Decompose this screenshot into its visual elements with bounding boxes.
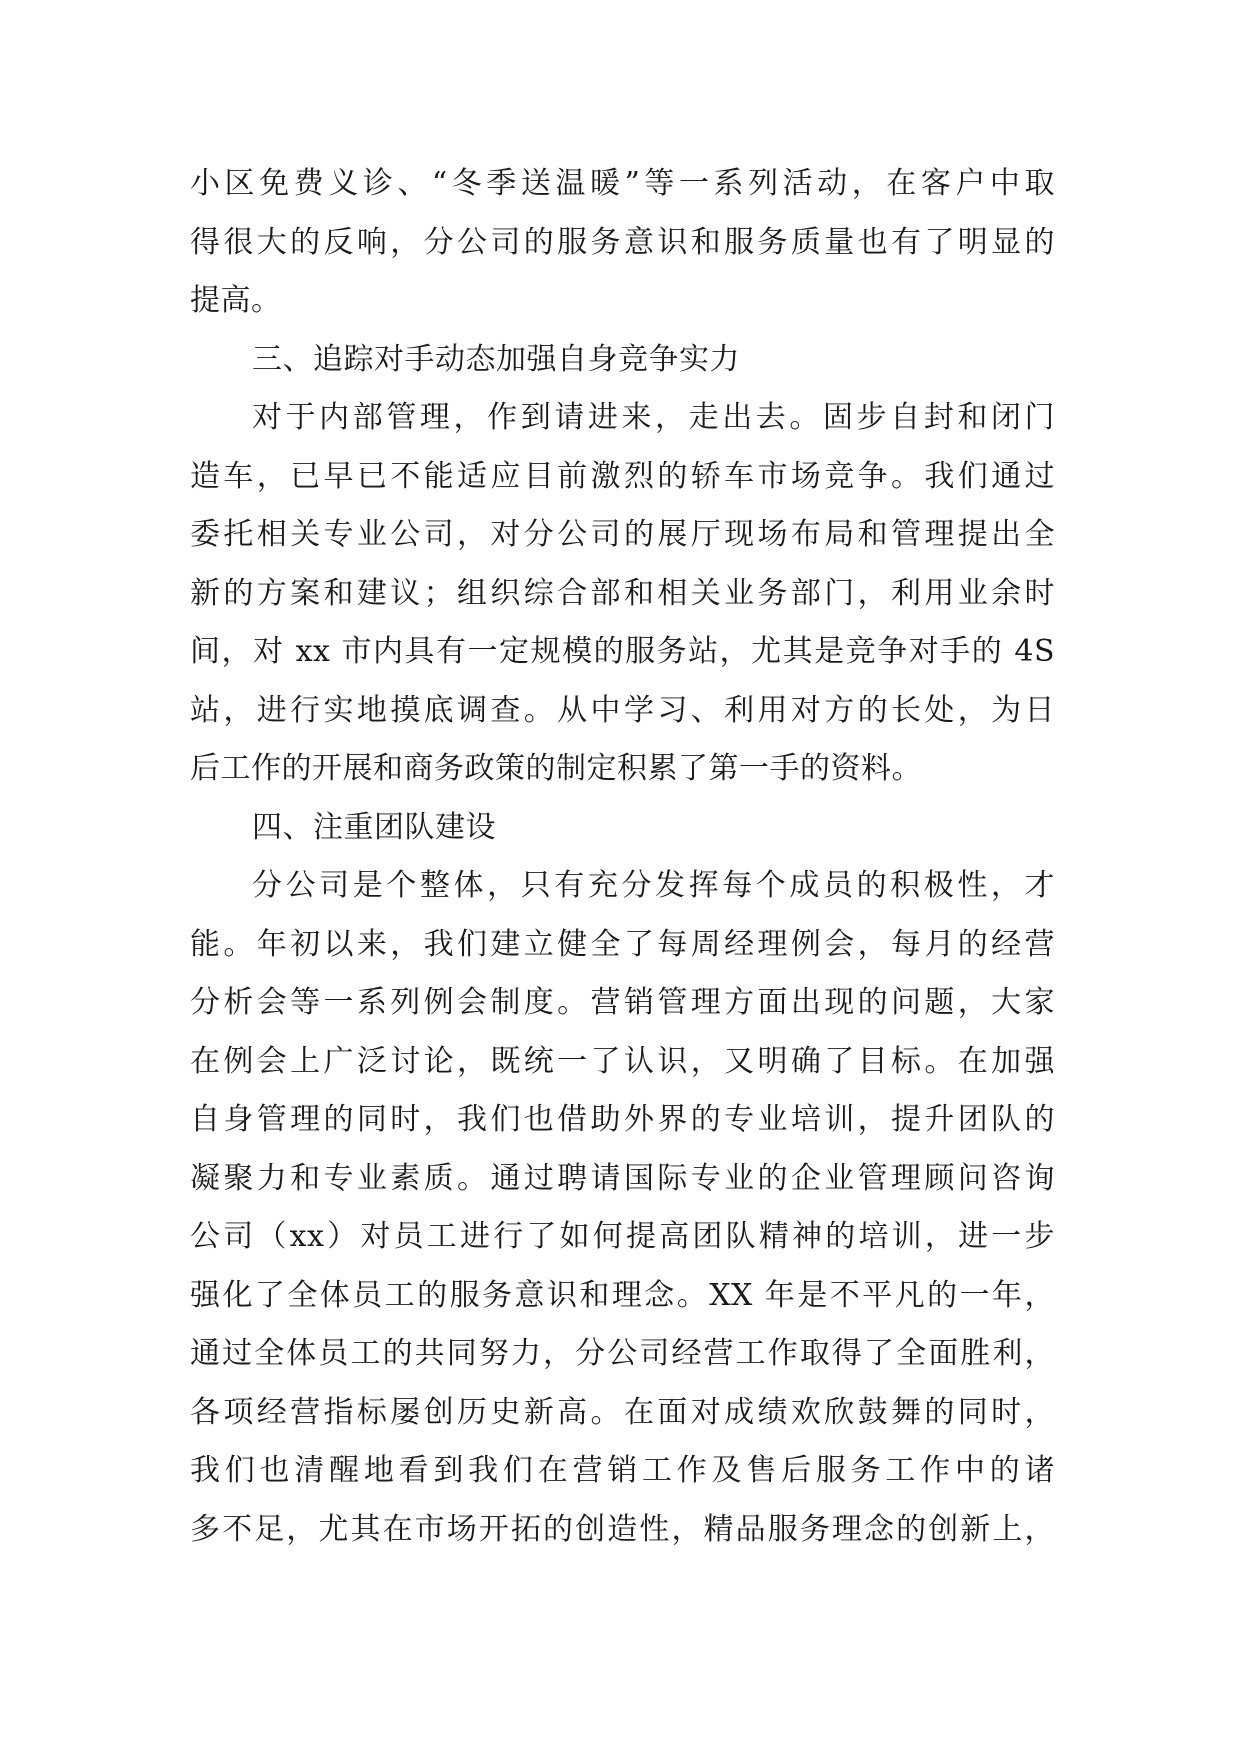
section-heading: 四、注重团队建设: [252, 809, 496, 845]
text-line: 在例会上广泛讨论，既统一了认识，又明确了目标。在加强: [190, 1043, 1055, 1079]
text-line: 造车，已早已不能适应目前激烈的轿车市场竞争。我们通过: [190, 458, 1055, 494]
text-line: 委托相关专业公司，对分公司的展厅现场布局和管理提出全: [190, 517, 1055, 552]
text-line: 各项经营指标屡创历史新高。在面对成绩欢欣鼓舞的同时，: [190, 1394, 1055, 1430]
text-line: 提高。: [190, 283, 282, 318]
text-line: 通过全体员工的共同努力，分公司经营工作取得了全面胜利，: [190, 1336, 1055, 1371]
text-line: 公司（xx）对员工进行了如何提高团队精神的培训，进一步: [190, 1219, 1055, 1254]
text-line: 得很大的反响，分公司的服务意识和服务质量也有了明显的: [190, 224, 1055, 260]
text-line: 我们也清醒地看到我们在营销工作及售后服务工作中的诸: [190, 1453, 1055, 1488]
text-line: 后工作的开展和商务政策的制定积累了第一手的资料。: [190, 751, 922, 786]
text-line: 分公司是个整体，只有充分发挥每个成员的积极性，才: [252, 868, 1055, 903]
text-line: 凝聚力和专业素质。通过聘请国际专业的企业管理顾问咨询: [190, 1160, 1055, 1196]
text-line: 多不足，尤其在市场开拓的创造性，精品服务理念的创新上，: [190, 1511, 1055, 1547]
section-heading: 三、追踪对手动态加强自身竞争实力: [252, 341, 740, 377]
text-line: 小区免费义诊、“冬季送温暖”等一系列活动，在客户中取: [190, 166, 1055, 201]
text-line: 自身管理的同时，我们也借助外界的专业培训，提升团队的: [190, 1102, 1055, 1137]
text-line: 对于内部管理，作到请进来，走出去。固步自封和闭门: [252, 400, 1055, 435]
text-line: 能。年初以来，我们建立健全了每周经理例会，每月的经营: [190, 926, 1055, 962]
text-line: 间，对 xx 市内具有一定规模的服务站，尤其是竞争对手的 4S: [190, 634, 1055, 669]
text-line: 强化了全体员工的服务意识和理念。XX 年是不平凡的一年，: [190, 1277, 1055, 1313]
text-line: 分析会等一系列例会制度。营销管理方面出现的问题，大家: [190, 985, 1055, 1020]
text-line: 新的方案和建议；组织综合部和相关业务部门，利用业余时: [190, 575, 1055, 611]
text-line: 站，进行实地摸底调查。从中学习、利用对方的长处，为日: [190, 692, 1055, 728]
document-body: [190, 155, 1055, 1559]
